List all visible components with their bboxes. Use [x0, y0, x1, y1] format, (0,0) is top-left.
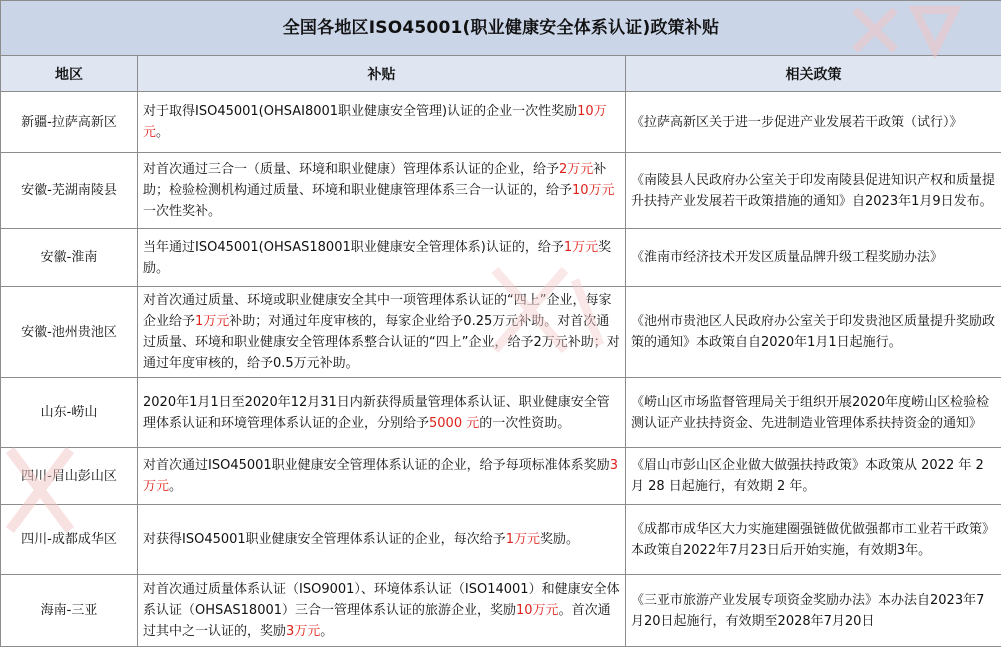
- policy-cell: 《崂山区市场监督管理局关于组织开展2020年度崂山区检验检测认证产业扶持资金、先进制造业管理体系扶持资金的通知》: [626, 378, 1001, 448]
- subsidy-text: 。: [320, 624, 334, 639]
- subsidy-cell: [138, 378, 626, 448]
- subsidy-text: 当年通过ISO45001(OHSAS18001职业健康安全管理体系)认证的，给予: [143, 239, 564, 255]
- subsidy-cell: [138, 505, 626, 575]
- subsidy-text: 补助；检验检测机构通过质量、环境和职业健康管理体系三合一认证的，给予: [143, 162, 607, 198]
- subsidy-text: 对获得ISO45001职业健康安全管理体系认证的企业，每次给予: [143, 532, 506, 547]
- amount-highlight: 3万元: [286, 624, 321, 639]
- amount-highlight: 5000 元: [429, 415, 480, 431]
- header-policy: 相关政策: [626, 56, 1001, 92]
- subsidy-cell: [138, 575, 626, 647]
- table-row: [1, 153, 1001, 229]
- subsidy-text: 。: [156, 125, 170, 140]
- subsidy-cell: [138, 92, 626, 153]
- policy-cell: 《拉萨高新区关于进一步促进产业发展若干政策（试行）》: [626, 92, 1001, 153]
- policy-cell: 《池州市贵池区人民政府办公室关于印发贵池区质量提升奖励政策的通知》本政策自自2020年1月1日起施行。: [626, 287, 1001, 378]
- table-row: [1, 229, 1001, 287]
- header-subsidy: 补贴: [138, 56, 626, 92]
- region-cell: 海南-三亚: [1, 575, 138, 647]
- subsidy-text: 对首次通过三合一（质量、环境和职业健康）管理体系认证的企业，给予: [143, 162, 560, 177]
- subsidy-text: 对首次通过ISO45001职业健康安全管理体系认证的企业，给予每项标准体系奖励: [143, 458, 610, 473]
- region-cell: 安徽-芜湖南陵县: [1, 153, 138, 229]
- subsidy-cell: [138, 153, 626, 229]
- subsidy-text: 对首次通过质量体系认证（ISO9001）、环境体系认证（ISO14001）和健康安全体系认证（OHSAS18001）三合一管理体系认证的旅游企业，奖励: [143, 582, 620, 618]
- region-cell: 安徽-淮南: [1, 229, 138, 287]
- header-region: 地区: [1, 56, 138, 92]
- subsidy-text: 的一次性资助。: [479, 415, 571, 431]
- policy-cell: 《成都市成华区大力实施建圈强链做优做强都市工业若干政策》本政策自2022年7月23日后开始实施，有效期3年。: [626, 505, 1001, 575]
- amount-highlight: 2万元: [559, 162, 594, 177]
- subsidy-cell: [138, 448, 626, 505]
- subsidy-text: 对于取得ISO45001(OHSAI8001职业健康安全管理)认证的企业一次性奖励: [143, 104, 578, 119]
- subsidy-text: 一次性奖补。: [143, 204, 222, 219]
- amount-highlight: 10万元: [143, 104, 607, 140]
- table-title: 全国各地区ISO45001(职业健康安全体系认证)政策补贴: [1, 1, 1001, 56]
- table-row: [1, 378, 1001, 448]
- subsidy-text: 奖励。: [143, 239, 612, 276]
- subsidy-cell: [138, 287, 626, 378]
- subsidy-text: 2020年1月1日至2020年12月31日内新获得质量管理体系认证、职业健康安全管理体系认证和环境管理体系认证的企业，分别给予: [143, 394, 610, 431]
- policy-cell: 《淮南市经济技术开发区质量品牌升级工程奖励办法》: [626, 229, 1001, 287]
- region-cell: 安徽-池州贵池区: [1, 287, 138, 378]
- policy-cell: 《南陵县人民政府办公室关于印发南陵县促进知识产权和质量提升扶持产业发展若干政策措施的通知》自2023年1月9日发布。: [626, 153, 1001, 229]
- subsidy-text: 。: [169, 479, 183, 494]
- table-row: [1, 287, 1001, 378]
- amount-highlight: 3万元: [143, 458, 618, 494]
- subsidy-text: 补助；对通过年度审核的，每家企业给予0.25万元补助。对首次通过质量、环境和职业健康安全管理体系整合认证的“四上”企业，给予2万元补助；对通过年度审核的，给予0.5万元补助。: [143, 314, 620, 371]
- policy-cell: 《眉山市彭山区企业做大做强扶持政策》本政策从 2022 年 2 月 28 日起施行，有效期 2 年。: [626, 448, 1001, 505]
- region-cell: 山东-崂山: [1, 378, 138, 448]
- region-cell: 新疆-拉萨高新区: [1, 92, 138, 153]
- amount-highlight: 1万元: [505, 532, 540, 547]
- amount-highlight: 1万元: [563, 239, 599, 255]
- amount-highlight: 10万元: [572, 183, 615, 198]
- subsidy-cell: [138, 229, 626, 287]
- region-cell: 四川-眉山彭山区: [1, 448, 138, 505]
- table-row: [1, 92, 1001, 153]
- subsidy-text: 对首次通过质量、环境或职业健康安全其中一项管理体系认证的“四上”企业，每家企业给予: [143, 293, 612, 329]
- table-row: [1, 448, 1001, 505]
- policy-cell: 《三亚市旅游产业发展专项资金奖励办法》本办法自2023年7月20日起施行，有效期至2028年7月20日: [626, 575, 1001, 647]
- region-cell: 四川-成都成华区: [1, 505, 138, 575]
- table-row: [1, 575, 1001, 647]
- amount-highlight: 1万元: [195, 314, 230, 329]
- table-row: [1, 505, 1001, 575]
- subsidy-text: 。首次通过其中之一认证的，奖励: [143, 603, 611, 639]
- subsidy-text: 奖励。: [539, 532, 579, 547]
- amount-highlight: 10万元: [516, 603, 559, 618]
